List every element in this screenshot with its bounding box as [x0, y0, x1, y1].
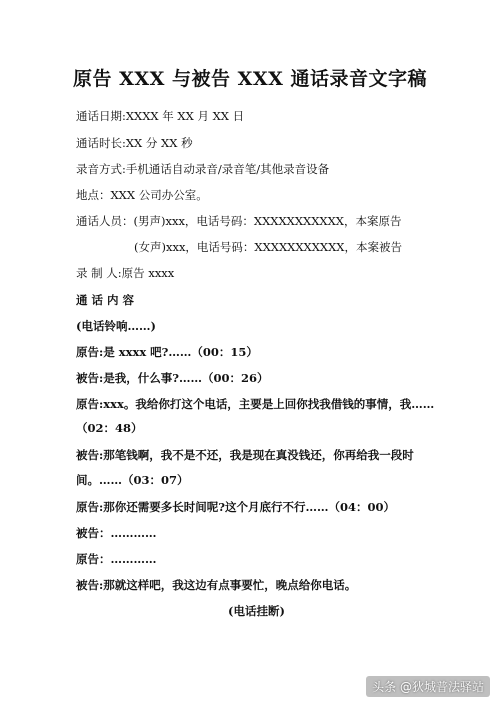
transcript-line: 原告:那你还需要多长时间呢?这个月底行不行……（04：00）	[76, 500, 395, 514]
ringing-note: (电话铃响……)	[76, 319, 156, 333]
call-duration: 通话时长:XX 分 XX 秒	[76, 136, 193, 150]
recorder: 录 制 人:原告 xxxx	[76, 266, 175, 280]
participants-defendant: (女声)xxx，电话号码：XXXXXXXXXXX，本案被告	[134, 240, 402, 254]
transcript-line: 被告:那笔钱啊，我不是不还，我是现在真没钱还，你再给我一段时	[76, 448, 414, 462]
transcript-line: 被告:是我，什么事?……（00：26）	[76, 371, 269, 385]
transcript-line-cont: 间。……（03：07）	[76, 473, 189, 487]
watermark: 头条 @狄城普法驿站	[366, 676, 490, 697]
transcript-line: 原告：…………	[76, 552, 157, 566]
document-title: 原告 XXX 与被告 XXX 通话录音文字稿	[73, 68, 427, 90]
content-heading: 通 话 内 容	[76, 293, 135, 307]
transcript-line-cont: （02：48）	[76, 421, 143, 435]
transcript-line: 被告:那就这样吧，我这边有点事要忙，晚点给你电话。	[76, 578, 357, 592]
call-place: 地点：XXX 公司办公室。	[76, 188, 208, 202]
transcript-line: 被告：…………	[76, 526, 157, 540]
recording-method: 录音方式:手机通话自动录音/录音笔/其他录音设备	[76, 162, 330, 176]
transcript-line: 原告:xxx。我给你打这个电话，主要是上回你找我借钱的事情，我……	[76, 397, 435, 411]
call-date: 通话日期:XXXX 年 XX 月 XX 日	[76, 109, 245, 123]
participants-plaintiff: 通话人员：(男声)xxx，电话号码：XXXXXXXXXXX，本案原告	[76, 214, 402, 228]
transcript-line: 原告:是 xxxx 吧?……（00：15）	[76, 345, 258, 359]
hangup-note: (电话挂断)	[228, 604, 285, 618]
